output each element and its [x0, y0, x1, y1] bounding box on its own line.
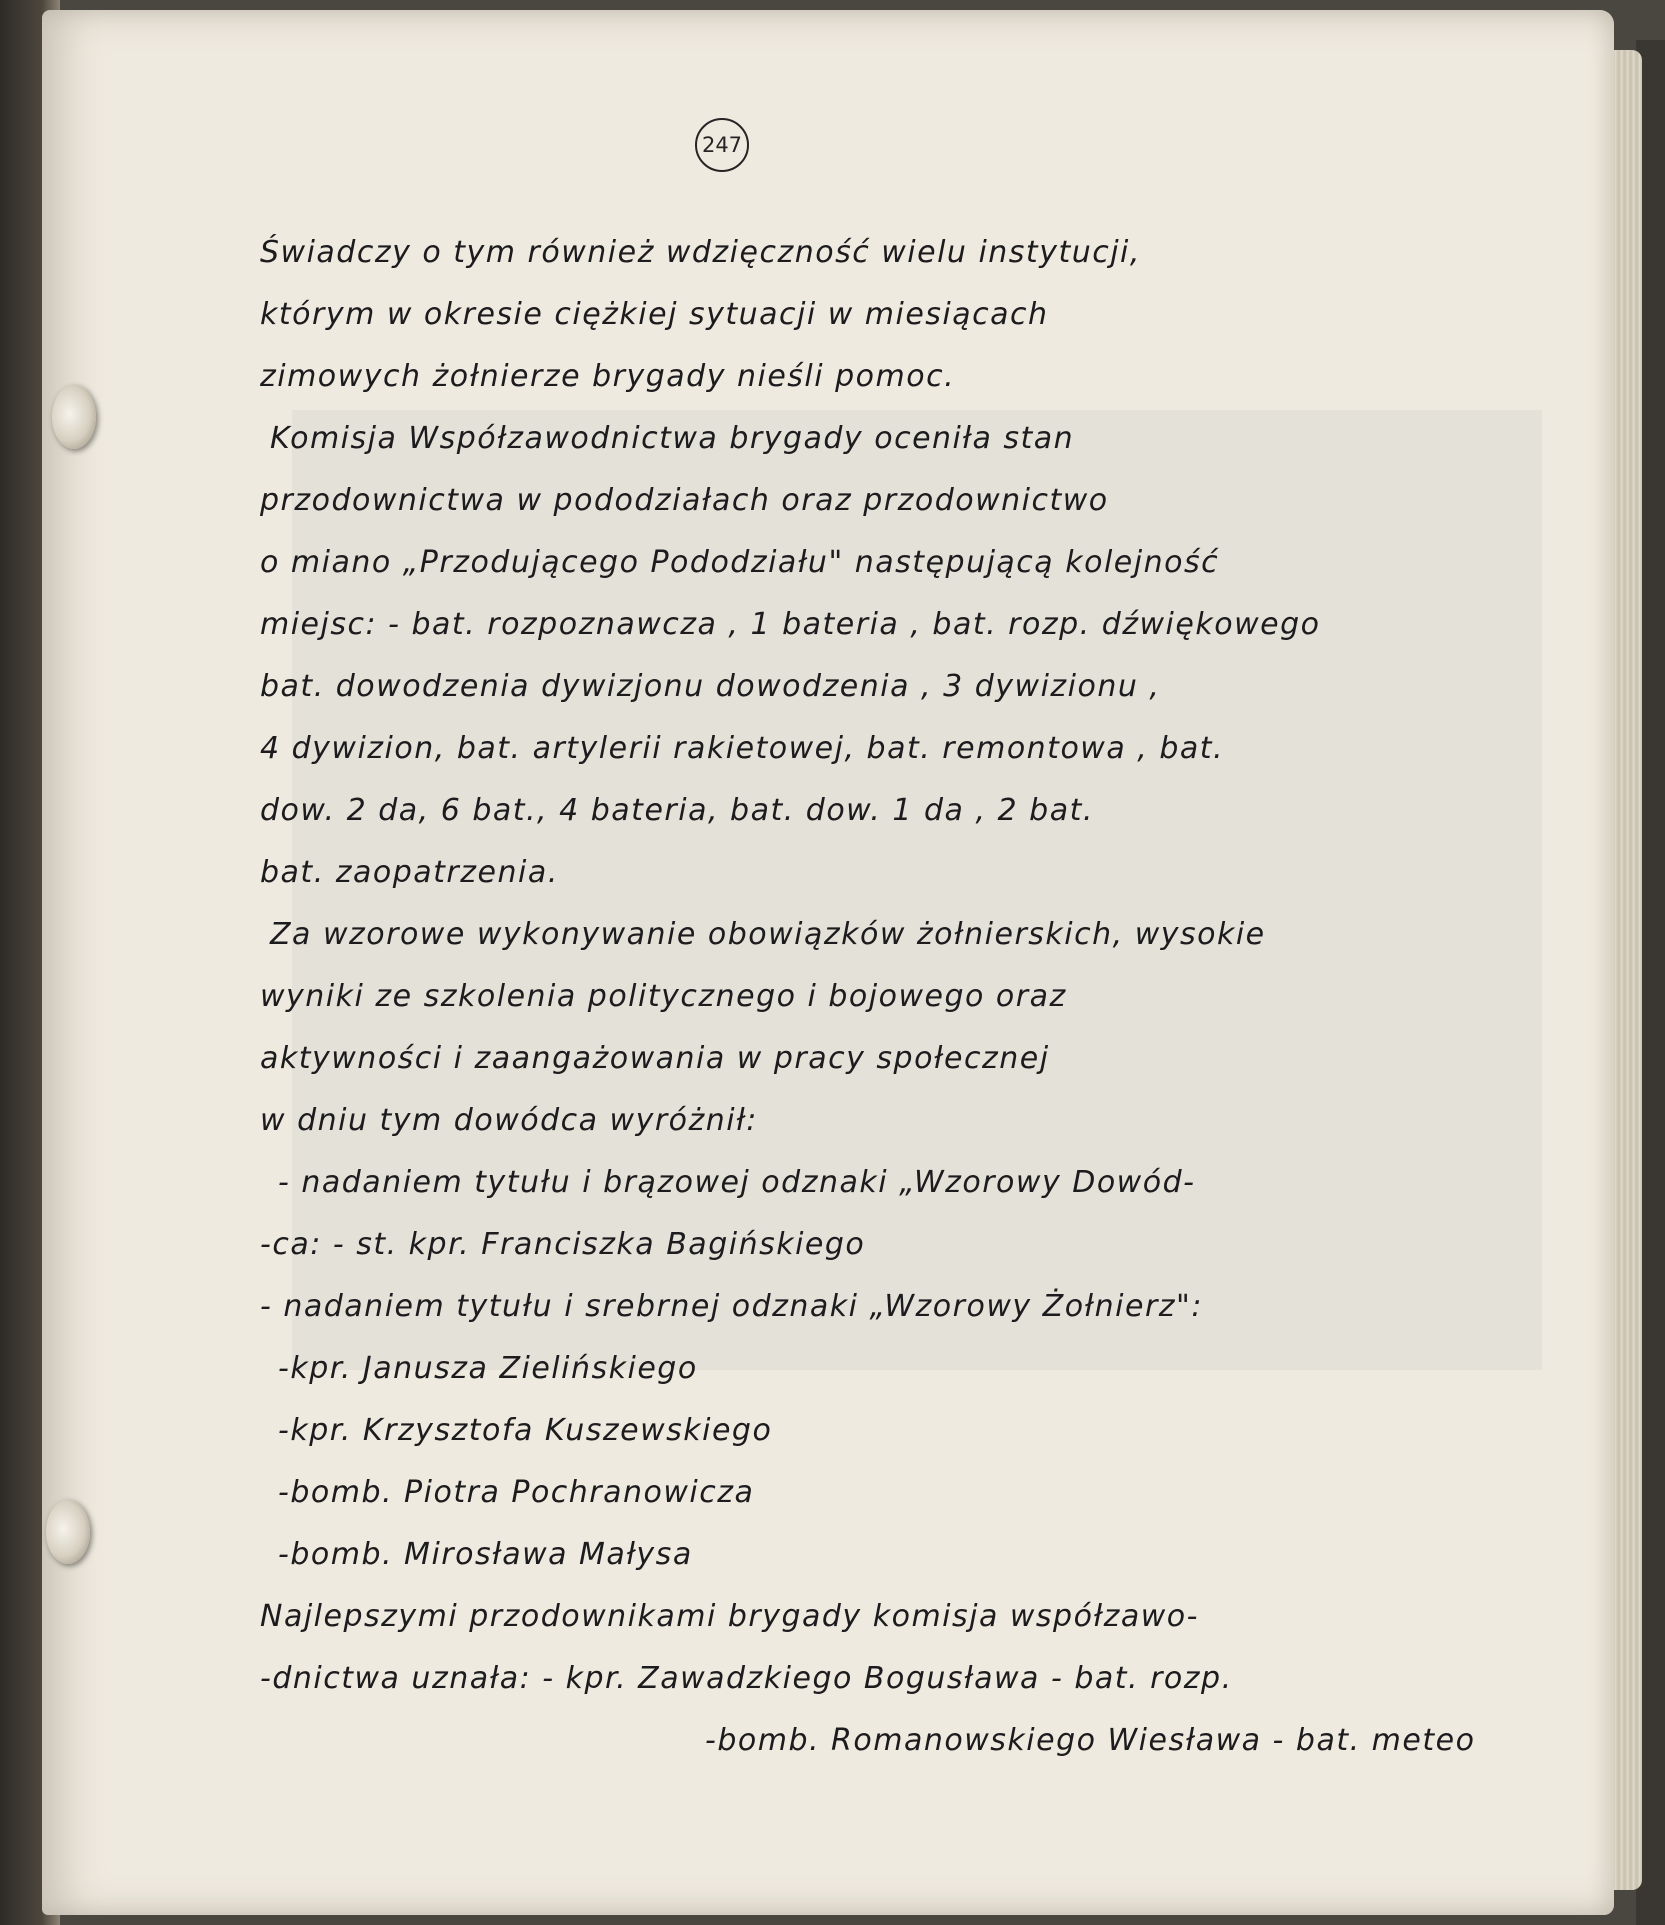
text-line: przodownictwa w pododziałach oraz przodownictwo [260, 483, 1109, 518]
text-line: bat. dowodzenia dywizjonu dowodzenia , 3 dywizionu , [260, 669, 1161, 704]
text-line: -bomb. Mirosława Małysa [278, 1537, 693, 1572]
text-line: o miano „Przodującego Pododziału" następującą kolejność [260, 545, 1220, 580]
text-line: -bomb. Piotra Pochranowicza [278, 1475, 755, 1510]
text-line: - nadaniem tytułu i brązowej odznaki „Wzorowy Dowód- [278, 1165, 1196, 1200]
text-line: -ca: - st. kpr. Franciszka Bagińskiego [260, 1227, 866, 1262]
text-line: dow. 2 da, 6 bat., 4 bateria, bat. dow. 1 da , 2 bat. [260, 793, 1094, 828]
text-line: miejsc: - bat. rozpoznawcza , 1 bateria , bat. rozp. dźwiękowego [260, 607, 1321, 642]
text-line: którym w okresie ciężkiej sytuacji w miesiącach [260, 297, 1049, 332]
text-line: -kpr. Krzysztofa Kuszewskiego [278, 1413, 773, 1448]
text-line: Świadczy o tym również wdzięczność wielu instytucji, [260, 235, 1141, 270]
text-line: - nadaniem tytułu i srebrnej odznaki „Wzorowy Żołnierz": [260, 1289, 1203, 1324]
text-line: Najlepszymi przodownikami brygady komisja współzawo- [260, 1599, 1199, 1634]
page-number: 247 [695, 118, 749, 172]
text-line: wyniki ze szkolenia politycznego i bojowego oraz [260, 979, 1067, 1014]
text-line: w dniu tym dowódca wyróżnił: [260, 1103, 758, 1138]
text-line: -bomb. Romanowskiego Wiesława - bat. meteo [705, 1723, 1476, 1758]
text-line: Za wzorowe wykonywanie obowiązków żołnierskich, wysokie [270, 917, 1266, 952]
text-line: Komisja Współzawodnictwa brygady oceniła stan [270, 421, 1075, 456]
punch-hole-bottom [46, 1500, 90, 1564]
text-line: 4 dywizion, bat. artylerii rakietowej, bat. remontowa , bat. [260, 731, 1225, 766]
text-line: -kpr. Janusza Zielińskiego [278, 1351, 698, 1386]
punch-hole-top [52, 385, 96, 449]
text-line: aktywności i zaangażowania w pracy społecznej [260, 1041, 1050, 1076]
handwritten-text [260, 222, 1490, 1772]
text-line: -dnictwa uznała: - kpr. Zawadzkiego Bogusława - bat. rozp. [260, 1661, 1233, 1696]
text-line: bat. zaopatrzenia. [260, 855, 559, 890]
text-line: zimowych żołnierze brygady nieśli pomoc. [260, 359, 956, 394]
